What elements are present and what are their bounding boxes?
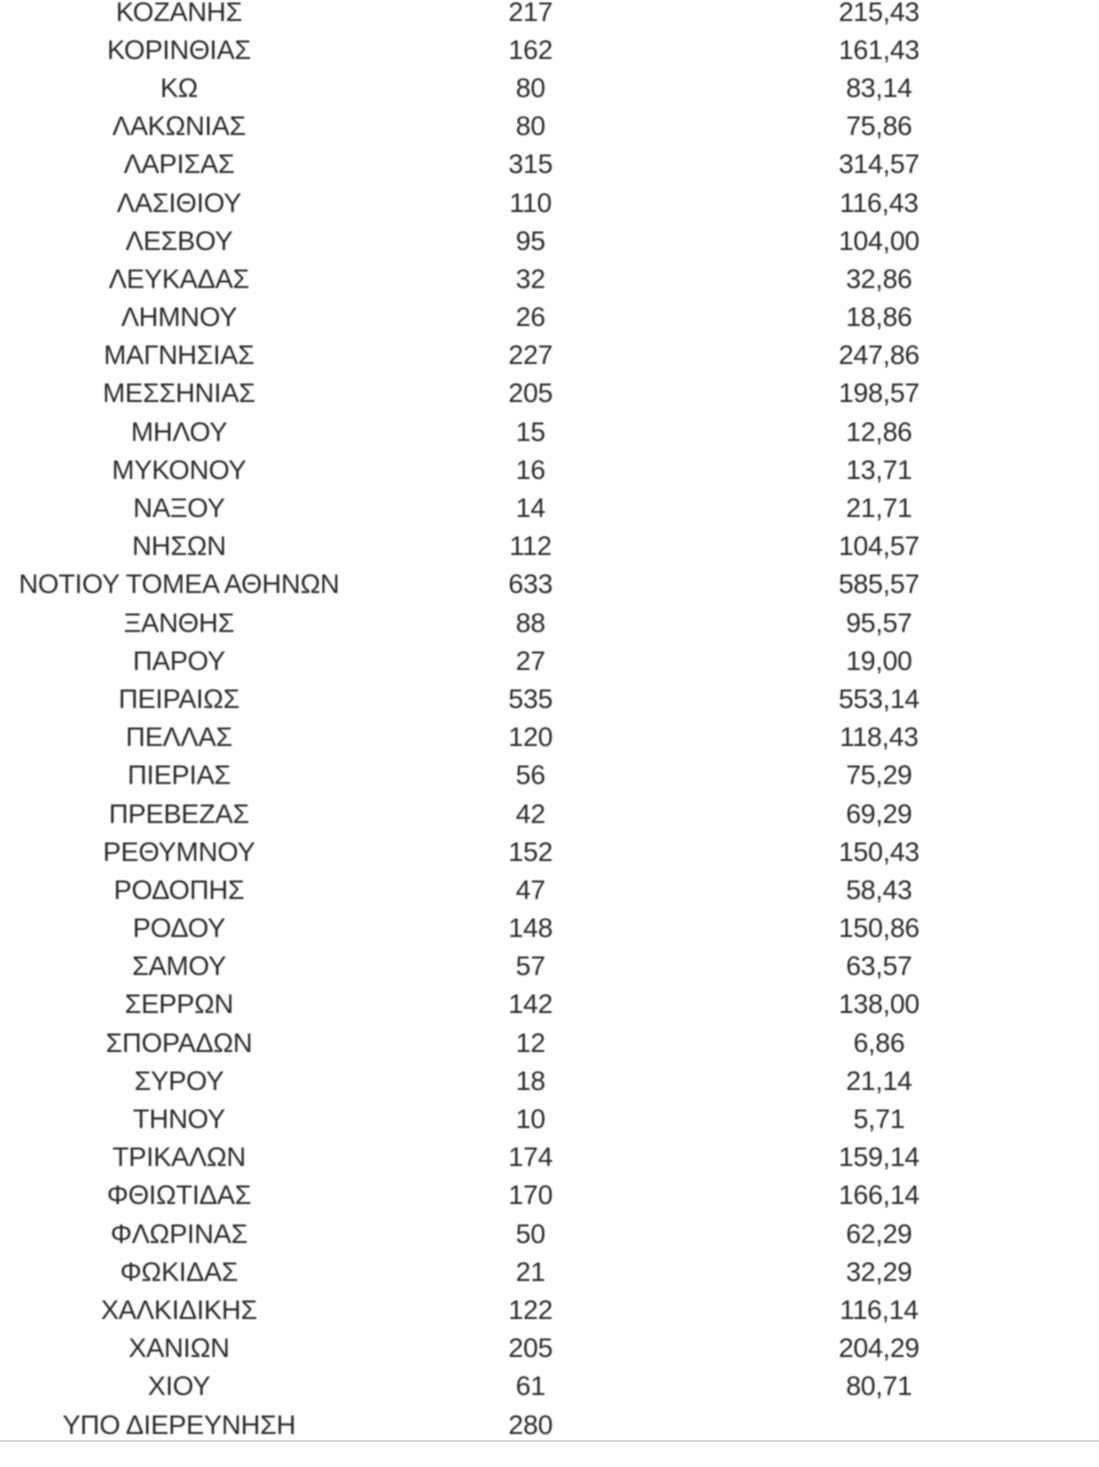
region-name-cell: ΥΠΟ ΔΙΕΡΕΥΝΗΣΗ — [62, 1409, 296, 1440]
count-cell: 14 — [515, 493, 546, 524]
average-cell: 58,43 — [845, 874, 913, 905]
count-cell: 56 — [515, 760, 546, 791]
count-cell: 27 — [515, 645, 546, 676]
region-name-cell: ΚΟΖΑΝΗΣ — [115, 0, 243, 27]
table-row — [0, 910, 1099, 948]
table-row — [0, 528, 1099, 566]
table-row — [0, 69, 1099, 107]
table-row — [0, 0, 1099, 31]
table-row — [0, 1368, 1099, 1406]
table-row — [0, 299, 1099, 337]
region-name-cell: ΧΑΛΚΙΔΙΚΗΣ — [100, 1294, 258, 1325]
table-row — [0, 1062, 1099, 1100]
region-name-cell: ΣΥΡΟΥ — [134, 1065, 224, 1096]
region-name-cell: ΛΗΜΝΟΥ — [121, 302, 237, 333]
table-row — [0, 948, 1099, 986]
average-cell: 150,43 — [838, 836, 920, 867]
table-row — [0, 1330, 1099, 1368]
average-cell: 69,29 — [845, 798, 913, 829]
average-cell: 32,86 — [845, 263, 913, 294]
count-cell: 227 — [508, 340, 553, 371]
count-cell: 80 — [515, 111, 546, 142]
count-cell: 535 — [508, 683, 553, 714]
region-name-cell: ΠΕΙΡΑΙΩΣ — [118, 683, 240, 714]
count-cell: 57 — [515, 951, 546, 982]
table-row — [0, 833, 1099, 871]
table-row — [0, 1406, 1099, 1444]
count-cell: 633 — [508, 569, 553, 600]
average-cell: 18,86 — [845, 302, 913, 333]
count-cell: 12 — [515, 1027, 546, 1058]
count-cell: 50 — [515, 1218, 546, 1249]
average-cell: 13,71 — [845, 454, 913, 485]
region-name-cell: ΣΠΟΡΑΔΩΝ — [105, 1027, 253, 1058]
table-bottom-border — [0, 1440, 1099, 1442]
average-cell: 19,00 — [845, 645, 913, 676]
table-row — [0, 795, 1099, 833]
count-cell: 142 — [508, 989, 553, 1020]
table-row — [0, 260, 1099, 298]
average-cell: 116,43 — [839, 187, 919, 218]
average-cell: 116,14 — [839, 1294, 919, 1325]
count-cell: 205 — [508, 1333, 553, 1364]
average-cell: 63,57 — [845, 951, 913, 982]
region-name-cell: ΧΙΟΥ — [147, 1371, 211, 1402]
region-name-cell: ΣΑΜΟΥ — [132, 951, 226, 982]
average-cell: 198,57 — [838, 378, 920, 409]
region-name-cell: ΝΟΤΙΟΥ ΤΟΜΕΑ ΑΘΗΝΩΝ — [18, 569, 340, 600]
count-cell: 152 — [508, 836, 553, 867]
average-cell: 21,14 — [845, 1065, 913, 1096]
region-name-cell: ΜΑΓΝΗΣΙΑΣ — [103, 340, 255, 371]
region-name-cell: ΠΑΡΟΥ — [132, 645, 226, 676]
region-name-cell: ΦΘΙΩΤΙΔΑΣ — [106, 1180, 252, 1211]
count-cell: 15 — [515, 416, 546, 447]
average-cell: 118,43 — [839, 722, 919, 753]
average-cell: 204,29 — [838, 1333, 920, 1364]
average-cell: 104,00 — [838, 225, 920, 256]
average-cell: 75,86 — [845, 111, 913, 142]
table-row — [0, 871, 1099, 909]
average-cell: 32,29 — [845, 1256, 913, 1287]
table-row — [0, 680, 1099, 718]
average-cell: 104,57 — [838, 531, 920, 562]
average-cell: 80,71 — [845, 1371, 913, 1402]
table-row — [0, 1100, 1099, 1138]
region-name-cell: ΠΕΛΛΑΣ — [125, 722, 233, 753]
region-name-cell: ΞΑΝΘΗΣ — [123, 607, 235, 638]
table-row — [0, 604, 1099, 642]
average-cell: 166,14 — [838, 1180, 920, 1211]
count-cell: 174 — [508, 1142, 553, 1173]
region-name-cell: ΝΗΣΩΝ — [132, 531, 226, 562]
average-cell: 5,71 — [853, 1104, 905, 1135]
count-cell: 112 — [509, 531, 552, 562]
table-row — [0, 31, 1099, 69]
region-name-cell: ΝΑΞΟΥ — [133, 493, 225, 524]
table-row — [0, 108, 1099, 146]
average-cell: 247,86 — [838, 340, 920, 371]
region-name-cell: ΣΕΡΡΩΝ — [124, 989, 234, 1020]
average-cell: 161,43 — [838, 34, 920, 65]
average-cell: 95,57 — [845, 607, 913, 638]
table-row — [0, 489, 1099, 527]
region-name-cell: ΛΕΣΒΟΥ — [125, 225, 233, 256]
region-name-cell: ΤΗΝΟΥ — [132, 1104, 226, 1135]
average-cell: 585,57 — [838, 569, 920, 600]
region-name-cell: ΦΛΩΡΙΝΑΣ — [110, 1218, 248, 1249]
region-name-cell: ΛΑΣΙΘΙΟΥ — [116, 187, 242, 218]
table-row — [0, 1024, 1099, 1062]
region-name-cell: ΛΑΡΙΣΑΣ — [123, 149, 235, 180]
average-cell: 83,14 — [845, 72, 913, 103]
table-row — [0, 1139, 1099, 1177]
count-cell: 148 — [508, 913, 553, 944]
table-row — [0, 986, 1099, 1024]
count-cell: 280 — [508, 1409, 553, 1440]
average-cell: 314,57 — [838, 149, 920, 180]
count-cell: 95 — [515, 225, 546, 256]
table-row — [0, 222, 1099, 260]
table-row — [0, 757, 1099, 795]
region-name-cell: ΡΕΘΥΜΝΟΥ — [103, 836, 255, 867]
region-name-cell: ΧΑΝΙΩΝ — [128, 1333, 230, 1364]
table-row — [0, 719, 1099, 757]
count-cell: 32 — [515, 263, 546, 294]
average-cell: 138,00 — [838, 989, 920, 1020]
count-cell: 26 — [515, 302, 546, 333]
region-name-cell: ΜΗΛΟΥ — [130, 416, 228, 447]
average-cell: 12,86 — [845, 416, 913, 447]
count-cell: 16 — [515, 454, 546, 485]
table-row — [0, 1215, 1099, 1253]
average-cell: 6,86 — [853, 1027, 905, 1058]
table-row — [0, 413, 1099, 451]
count-cell: 80 — [515, 72, 546, 103]
average-cell: 553,14 — [838, 683, 920, 714]
region-name-cell: ΛΑΚΩΝΙΑΣ — [112, 111, 246, 142]
table-row — [0, 146, 1099, 184]
region-name-cell: ΠΡΕΒΕΖΑΣ — [108, 798, 250, 829]
table-row — [0, 1253, 1099, 1291]
table-row — [0, 337, 1099, 375]
count-cell: 10 — [515, 1104, 546, 1135]
average-cell: 21,71 — [845, 493, 913, 524]
region-name-cell: ΚΩ — [160, 72, 198, 103]
average-cell: 62,29 — [845, 1218, 913, 1249]
region-name-cell: ΜΥΚΟΝΟΥ — [111, 454, 247, 485]
count-cell: 21 — [515, 1256, 546, 1287]
region-name-cell: ΚΟΡΙΝΘΙΑΣ — [107, 34, 251, 65]
count-cell: 205 — [508, 378, 553, 409]
average-cell: 150,86 — [838, 913, 920, 944]
table-row — [0, 642, 1099, 680]
count-cell: 217 — [508, 0, 553, 27]
table-row — [0, 375, 1099, 413]
count-cell: 122 — [508, 1294, 553, 1325]
region-name-cell: ΠΙΕΡΙΑΣ — [127, 760, 231, 791]
count-cell: 110 — [509, 187, 552, 218]
region-name-cell: ΡΟΔΟΥ — [132, 913, 226, 944]
region-name-cell: ΡΟΔΟΠΗΣ — [113, 874, 245, 905]
table-row — [0, 451, 1099, 489]
region-name-cell: ΜΕΣΣΗΝΙΑΣ — [102, 378, 256, 409]
table-row — [0, 566, 1099, 604]
average-cell: 215,43 — [838, 0, 920, 27]
count-cell: 120 — [508, 722, 553, 753]
table-row — [0, 184, 1099, 222]
count-cell: 61 — [515, 1371, 546, 1402]
count-cell: 315 — [508, 149, 553, 180]
region-name-cell: ΦΩΚΙΔΑΣ — [120, 1256, 238, 1287]
region-name-cell: ΤΡΙΚΑΛΩΝ — [112, 1142, 246, 1173]
region-name-cell: ΛΕΥΚΑΔΑΣ — [108, 263, 250, 294]
table-row — [0, 1291, 1099, 1329]
average-cell: 159,14 — [838, 1142, 920, 1173]
average-cell: 75,29 — [845, 760, 913, 791]
table-row — [0, 1177, 1099, 1215]
count-cell: 47 — [515, 874, 546, 905]
count-cell: 170 — [508, 1180, 553, 1211]
count-cell: 18 — [515, 1065, 546, 1096]
count-cell: 42 — [515, 798, 546, 829]
count-cell: 162 — [508, 34, 553, 65]
count-cell: 88 — [515, 607, 546, 638]
